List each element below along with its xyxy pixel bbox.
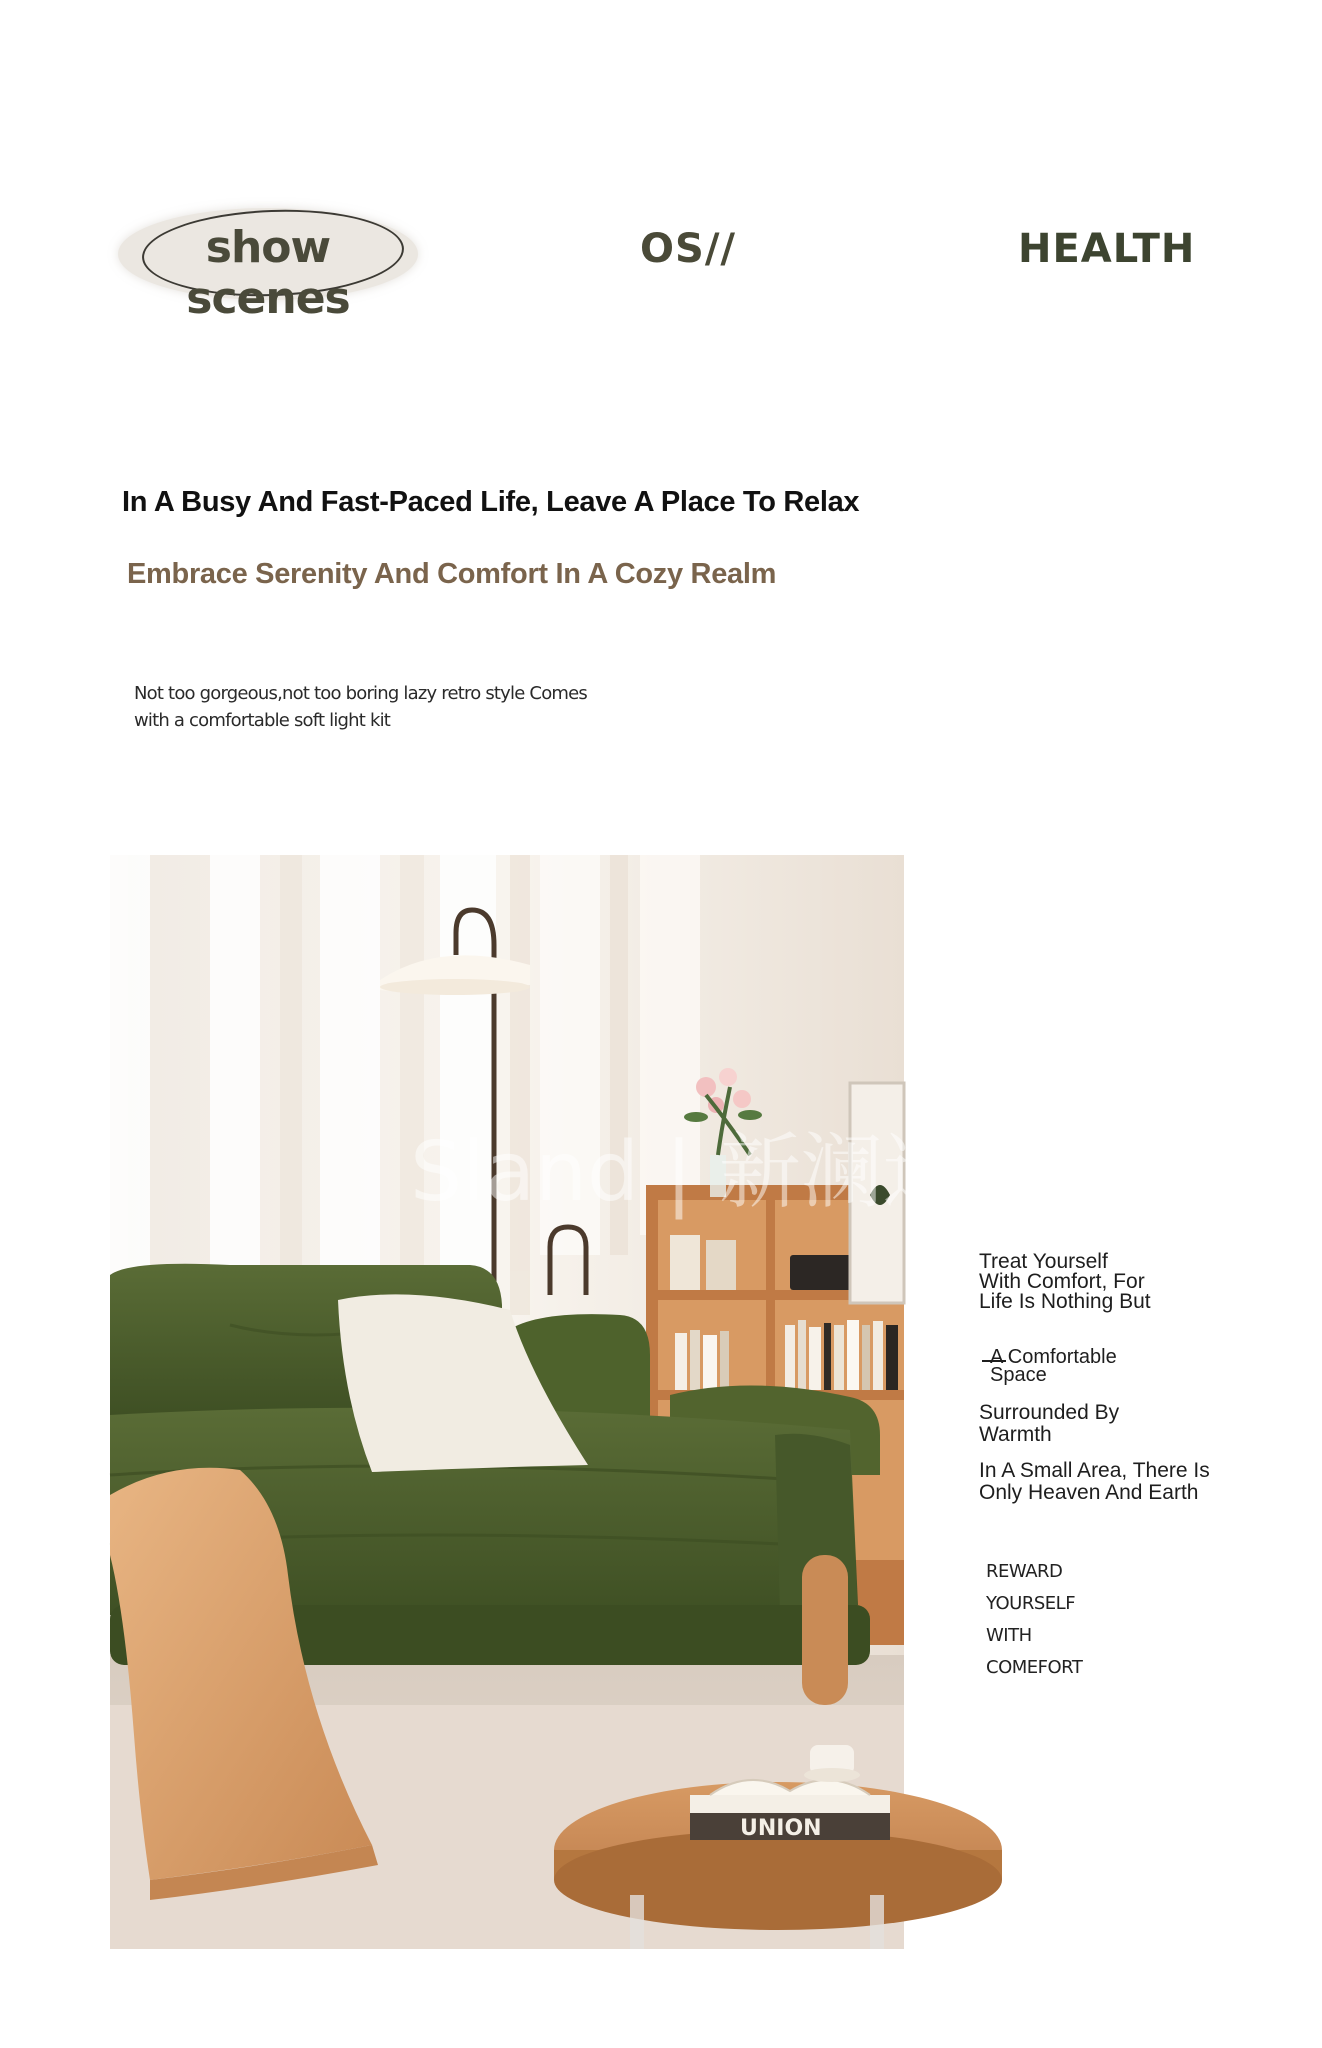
side-line: Only Heaven And Earth [979,1481,1199,1504]
side-line: Treat Yourself [979,1250,1108,1273]
tab-health[interactable]: HEALTH [1018,226,1196,272]
side-line: A Comfortable [990,1346,1117,1368]
side-block-warmth [979,1402,1199,1446]
reward-line: COMEFORT [986,1657,1083,1678]
side-block-heaven-and-earth [979,1460,1239,1504]
side-line: Surrounded By [979,1401,1120,1424]
living-room-photo [110,855,965,1949]
page-title: In A Busy And Fast-Paced Life, Leave A Place To Relax [122,486,860,518]
reward-line: REWARD [986,1561,1063,1582]
photo-book-label: UNION [740,1816,822,1841]
intro-text [134,680,604,734]
reward-line: WITH [986,1625,1032,1646]
side-line: Warmth [979,1423,1052,1446]
side-line: With Comfort, For [979,1270,1145,1293]
reward-line: YOURSELF [986,1593,1076,1614]
photo-watermark: Sland | 新澜迪 [410,1125,965,1220]
reward-text [986,1556,1082,1684]
side-block-comfortable-space [990,1348,1180,1384]
side-line: In A Small Area, There Is [979,1459,1210,1482]
side-line: Space [990,1364,1047,1386]
page-subtitle: Embrace Serenity And Comfort In A Cozy Realm [127,558,777,590]
tab-show-scenes[interactable]: show scenes [186,222,350,324]
tab-os[interactable]: OS// [640,226,737,272]
intro-line-2: with a comfortable soft light kit [134,710,391,731]
side-line: Life Is Nothing But [979,1290,1151,1313]
side-block-treat-yourself [979,1252,1229,1312]
intro-line-1: Not too gorgeous,not too boring lazy retro style Comes [134,683,587,704]
